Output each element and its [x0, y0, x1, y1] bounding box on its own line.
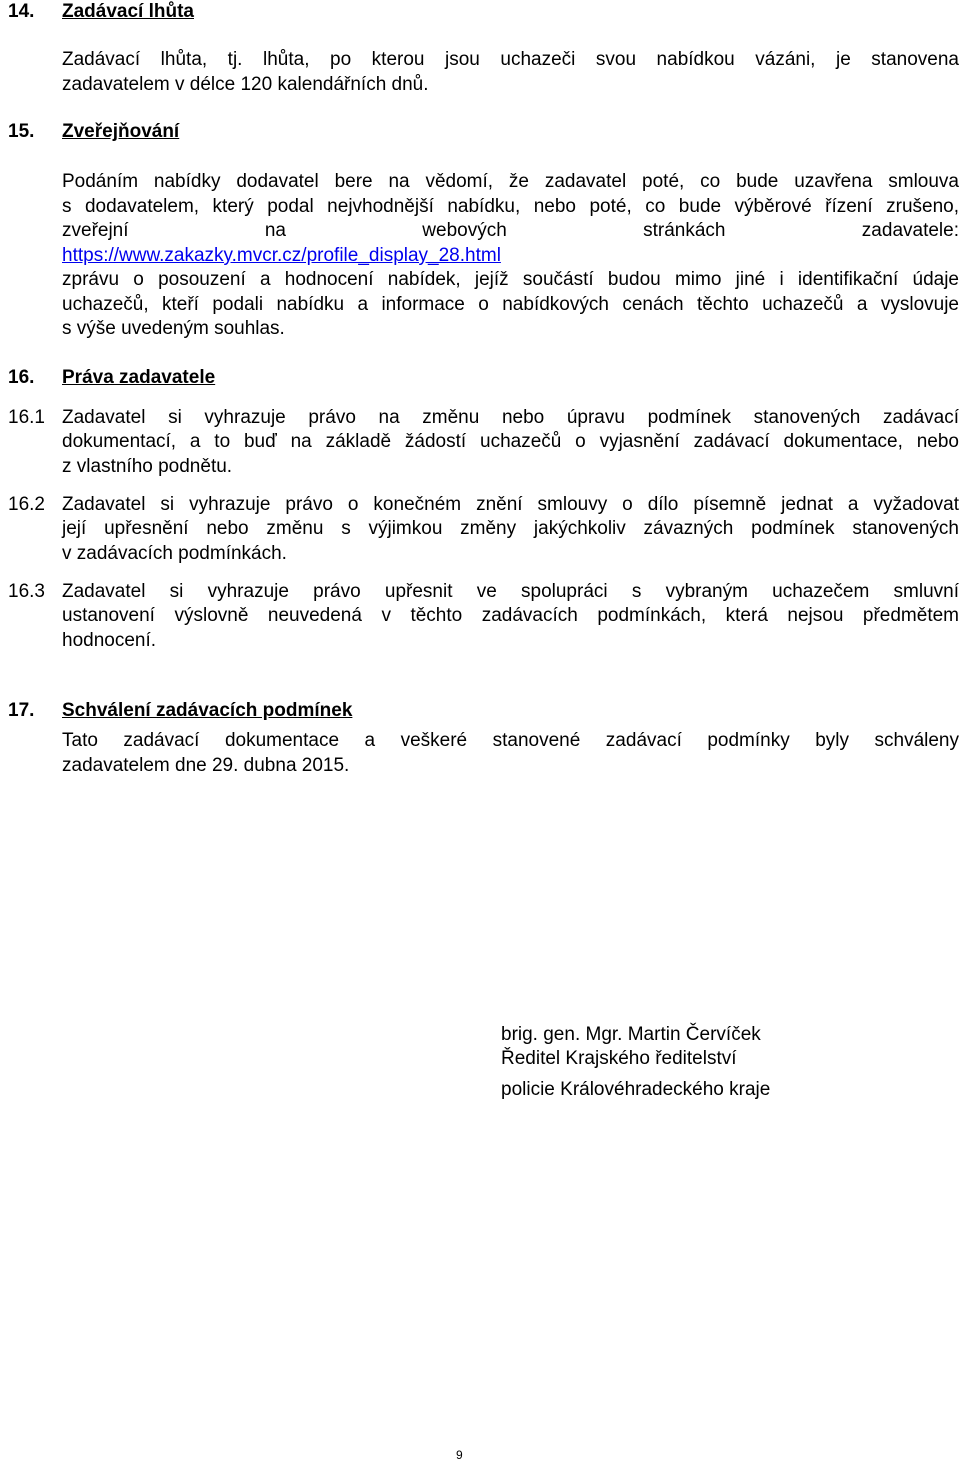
item-16-2-line-1: Zadavatel si vyhrazuje právo o konečném znění smlouvy o dílo písemně jednat a vyžadovat: [62, 494, 959, 515]
section-17-line-1: Tato zadávací dokumentace a veškeré stanovené zadávací podmínky byly schváleny: [62, 730, 959, 751]
item-16-2-number: 16.2: [8, 494, 45, 515]
section-15-line-3: zveřejní na webových stránkách zadavatele:: [62, 220, 959, 241]
item-16-3-line-3: hodnocení.: [62, 630, 157, 651]
section-15-line-2: s dodavatelem, který podal nejvhodnější nabídku, nebo poté, co bude výběrové řízení zrušeno,: [62, 196, 959, 217]
item-16-1-line-3: z vlastního podnětu.: [62, 456, 233, 477]
item-16-3-number: 16.3: [8, 581, 45, 602]
section-15-line-5: uchazečů, kteří podali nabídku a informace o nabídkových cenách těchto uchazečů a vyslovuje: [62, 294, 959, 315]
section-14-title: Zadávací lhůta: [62, 1, 194, 22]
signature-position: Ředitel Krajského ředitelství: [501, 1048, 737, 1069]
section-17-title: Schválení zadávacích podmínek: [62, 700, 353, 721]
signature-organization: policie Královéhradeckého kraje: [501, 1079, 771, 1100]
item-16-3-line-1: Zadavatel si vyhrazuje právo upřesnit ve spolupráci s vybraným uchazečem smluvní: [62, 581, 959, 602]
section-14-line-1: Zadávací lhůta, tj. lhůta, po kterou jsou uchazeči svou nabídkou vázáni, je stanovena: [62, 49, 959, 70]
section-15-title: Zveřejňování: [62, 121, 180, 142]
item-16-1-line-1: Zadavatel si vyhrazuje právo na změnu nebo úpravu podmínek stanovených zadávací: [62, 407, 959, 428]
item-16-1-line-2: dokumentací, a to buď na základě žádostí uchazečů o vyjasnění zadávací dokumentace, nebo: [62, 431, 959, 452]
section-14-line-2: zadavatelem v délce 120 kalendářních dnů.: [62, 74, 429, 95]
signature-name: brig. gen. Mgr. Martin Červíček: [501, 1024, 761, 1045]
section-15-line-4: zprávu o posouzení a hodnocení nabídek, jejíž součástí budou mimo jiné i identifikační údaje: [62, 269, 959, 290]
item-16-2-line-2: její upřesnění nebo změnu s výjimkou změny jakýchkoliv závazných podmínek stanovených: [62, 518, 959, 539]
item-16-3-line-2: ustanovení výslovně neuvedená v těchto zadávacích podmínkách, která nejsou předmětem: [62, 605, 959, 626]
section-17-line-2: zadavatelem dne 29. dubna 2015.: [62, 755, 350, 776]
page-number: 9: [456, 1448, 463, 1462]
section-16-title: Práva zadavatele: [62, 367, 216, 388]
section-17-number: 17.: [8, 700, 35, 721]
profile-link[interactable]: https://www.zakazky.mvcr.cz/profile_display_28.html: [62, 245, 501, 266]
item-16-2-line-3: v zadávacích podmínkách.: [62, 543, 287, 564]
section-14-number: 14.: [8, 1, 35, 22]
section-15-line-1: Podáním nabídky dodavatel bere na vědomí, že zadavatel poté, co bude uzavřena smlouva: [62, 171, 959, 192]
section-16-number: 16.: [8, 367, 35, 388]
section-15-line-6: s výše uvedeným souhlas.: [62, 318, 285, 339]
item-16-1-number: 16.1: [8, 407, 45, 428]
section-15-number: 15.: [8, 121, 35, 142]
